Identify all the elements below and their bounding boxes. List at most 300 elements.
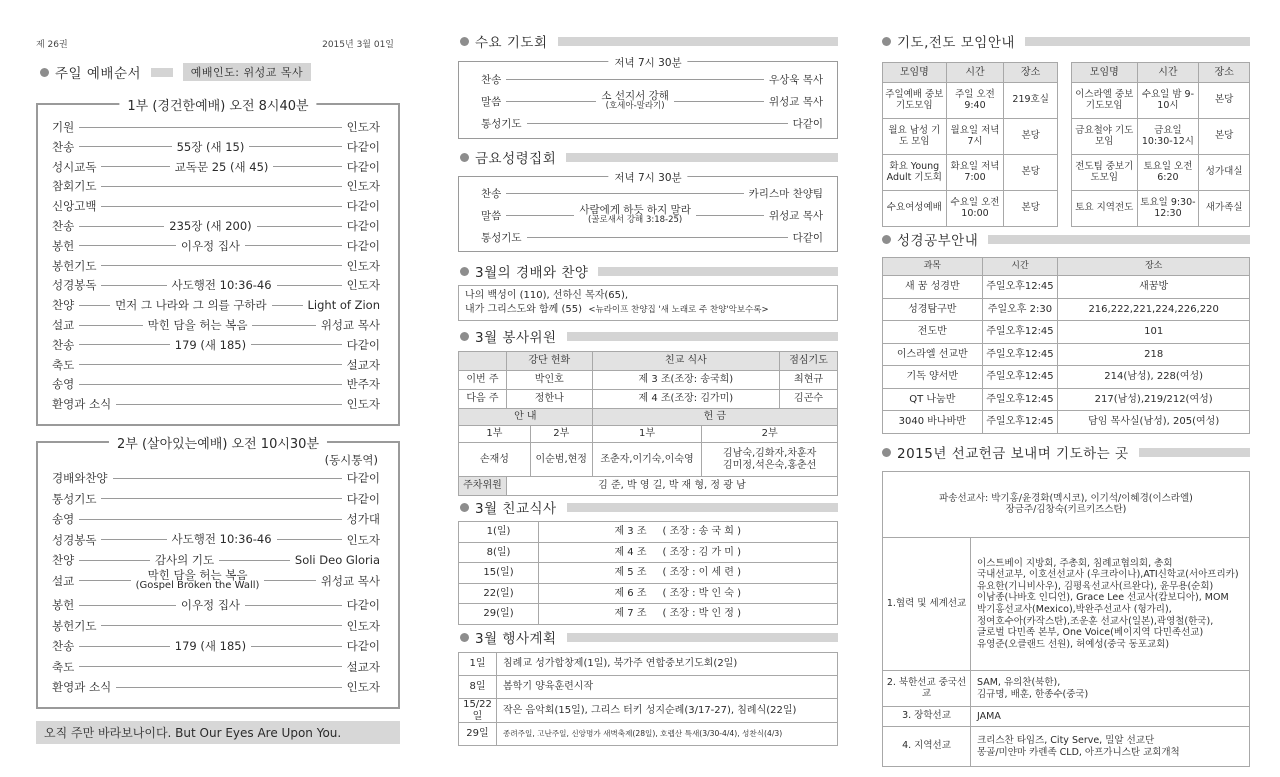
leader-line: [101, 498, 341, 499]
study-course: 새 꿈 성경반: [883, 276, 983, 299]
table-row: [1072, 83, 1250, 119]
fellowship-team: 제 4 조: [539, 542, 649, 563]
praise-heading: [460, 262, 838, 280]
motto-banner: 오직 주만 바라보나이다. But Our Eyes Are Upon You.: [36, 721, 400, 744]
leader-line: [251, 344, 342, 345]
table-row: [883, 119, 1058, 155]
sub-header: 2부: [530, 426, 592, 443]
item-label: 축도: [52, 357, 75, 372]
worship-item: [52, 177, 380, 195]
first-service-box: [36, 99, 400, 426]
bullet-dot-icon: [460, 37, 469, 46]
item-detail: 막힌 담을 허는 복음: [147, 317, 248, 332]
bulletin-date: 2015년 3월 01일: [322, 40, 394, 50]
leader-line: [272, 305, 303, 306]
item-label: 기원: [52, 120, 75, 134]
item-person: 성가대: [346, 512, 380, 526]
fellowship-date: 8(일): [459, 542, 539, 563]
worship-item: [481, 114, 823, 132]
leader-line: [101, 186, 341, 187]
guide-1: 손재성: [459, 443, 531, 477]
worship-order-title: 주일 예배순서: [55, 66, 142, 82]
prayer-cell: 최현규: [780, 371, 838, 390]
item-person: 우상욱 목사: [768, 73, 823, 86]
leader-line: [79, 344, 170, 345]
item-label: 찬송: [52, 337, 75, 352]
flower-cell: 박인호: [506, 371, 592, 390]
bible-study-table: [882, 257, 1250, 434]
table-row: [883, 343, 1250, 366]
bible-study-heading: [882, 230, 1250, 248]
item-person: 다같이: [346, 159, 381, 174]
study-place: 216,222,221,224,226,220: [1058, 298, 1250, 321]
table-row: [883, 388, 1250, 411]
item-label: 찬송: [481, 73, 502, 86]
leader-line: [257, 226, 342, 227]
prayer-header: 점심기도: [780, 352, 838, 371]
second-service-title: 2부 (살아있는예배) 오전 10시30분: [109, 433, 327, 452]
bullet-dot-icon: [460, 332, 469, 341]
fellowship-date: 22(일): [459, 583, 539, 604]
study-place: 218: [1058, 343, 1250, 366]
worship-item: [52, 336, 380, 354]
meeting-place: 219호실: [1004, 83, 1058, 119]
mission-line: 이스트베이 지방회, 주총회, 침례교협의회, 총회: [977, 557, 1173, 569]
item-person: 인도자: [346, 120, 380, 134]
item-person: 설교자: [346, 357, 380, 372]
fellowship-team: 제 3 조: [539, 522, 649, 543]
leader-line: [277, 285, 342, 286]
item-label: 송영: [52, 512, 75, 526]
leader-line: [506, 215, 574, 216]
worship-item: [52, 217, 380, 235]
study-time: 주일오후12:45: [982, 343, 1058, 366]
friday-title: 금요성령집회: [475, 151, 557, 167]
study-time: 주일오후12:45: [982, 411, 1058, 434]
fellowship-leader: ( 조장 : 박 인 정 ): [649, 604, 838, 625]
item-person: 다같이: [346, 199, 380, 214]
leader-line: [79, 127, 341, 128]
meeting-name: 주일예배 중보기도모임: [883, 83, 947, 119]
meeting-time: 금요일 10:30-12시: [1137, 119, 1199, 155]
item-detail: 55장 (새 15): [176, 139, 245, 154]
leader-line: [116, 404, 341, 405]
friday-time: 저녁 7시 30분: [608, 170, 687, 185]
meeting-time: 수요일 오전 10:00: [946, 191, 1004, 227]
item-detail: 사도행전 10:36-46: [171, 532, 272, 547]
leader-line: [79, 605, 176, 606]
event-text: 봄학기 양육훈련시작: [497, 676, 838, 699]
worship-leader: 예배인도: 위성교 목사: [183, 63, 311, 81]
item-person: 위성교 목사: [320, 573, 381, 588]
bullet-dot-icon: [40, 68, 49, 77]
sent-missionaries: 파송선교사: 박기홍/윤경화(멕시코), 이기석/이혜경(이스라엘) 장금주/김창숙(키르키즈스탄): [883, 472, 1250, 538]
service-heading: [460, 327, 838, 345]
worship-item: [52, 276, 380, 294]
wednesday-title: 수요 기도회: [475, 35, 548, 51]
table-row: [459, 563, 838, 584]
fellowship-table: [458, 521, 838, 625]
worship-item: [52, 531, 380, 549]
leader-line: [79, 146, 171, 147]
leader-line: [101, 206, 341, 207]
mission-category: 1.협력 및 세계선교: [883, 538, 971, 671]
sub-header: 2부: [702, 426, 838, 443]
study-course: 기독 양서반: [883, 366, 983, 389]
flower-cell: 정한나: [506, 390, 592, 409]
service-table: [458, 351, 838, 496]
leader-line: [79, 245, 176, 246]
worship-item: [52, 316, 380, 334]
table-row: [883, 155, 1058, 191]
item-person: Soli Deo Gloria: [294, 553, 381, 567]
mission-category: 2. 북한선교 중국선교: [883, 671, 971, 707]
table-row: [459, 542, 838, 563]
event-date: 15/22일: [459, 699, 497, 723]
table-row: [883, 411, 1250, 434]
item-detail: 막힌 담을 허는 복음 (Gospel Broken the Wall): [135, 568, 260, 592]
prayer-meetings-table-right: [1071, 62, 1250, 227]
worship-item: [52, 658, 380, 676]
item-detail: 감사의 기도: [154, 552, 215, 567]
table-row: [459, 699, 838, 723]
worship-item: [481, 70, 823, 88]
item-detail: 먼저 그 나라와 그 의를 구하라: [115, 298, 267, 313]
column-header: 모임명: [883, 63, 947, 83]
worship-item: [52, 568, 381, 592]
table-row: [459, 723, 838, 746]
item-person: 인도자: [346, 278, 380, 293]
table-row: [1072, 119, 1250, 155]
fellowship-title: 3월 친교식사: [475, 501, 557, 517]
item-person: 다같이: [346, 219, 381, 233]
mission-line: 김규명, 배훈, 한종수(중국): [977, 688, 1089, 700]
leader-line: [101, 285, 166, 286]
bullet-dot-icon: [882, 235, 891, 244]
item-person: 인도자: [346, 179, 380, 194]
column-header: 장소: [1058, 258, 1250, 276]
mission-line: 몽골/미얀마 카렌족 CLD, 아프가니스탄 교회개척: [977, 746, 1180, 758]
fellowship-team: 제 7 조: [539, 604, 649, 625]
table-row: [883, 707, 1250, 727]
leader-line: [245, 605, 342, 606]
event-date: 1일: [459, 653, 497, 676]
worship-item: [52, 118, 380, 136]
worship-item: [52, 356, 380, 374]
worship-item: [52, 637, 380, 655]
item-detail: 235장 (새 200): [169, 218, 252, 233]
fellowship-team: 제 5 조: [539, 563, 649, 584]
mission-line: 크리스찬 타임즈, City Serve, 밀알 선교단: [977, 734, 1155, 746]
item-person: 인도자: [346, 532, 380, 547]
leader-line: [101, 166, 169, 167]
leader-line: [251, 646, 342, 647]
fellowship-leader: ( 조장 : 송 국 희 ): [649, 522, 838, 543]
study-time: 주일오후12:45: [982, 366, 1058, 389]
table-row: [459, 653, 838, 676]
second-service-box: [36, 437, 400, 709]
leader-line: [79, 305, 110, 306]
study-course: QT 나눔반: [883, 388, 983, 411]
item-person: Light of Zion: [307, 298, 380, 313]
leader-line: [101, 539, 166, 540]
guide-header: 안 내: [459, 409, 593, 426]
item-label: 찬송: [52, 139, 75, 154]
mission-category: 4. 지역선교: [883, 727, 971, 767]
table-row: [883, 321, 1250, 344]
fellowship-team: 제 6 조: [539, 583, 649, 604]
events-title: 3월 행사계획: [475, 631, 557, 647]
study-place: 217(남성),219/212(여성): [1058, 388, 1250, 411]
study-time: 주일오후 2:30: [982, 298, 1058, 321]
events-heading: [460, 628, 838, 646]
leader-line: [264, 580, 315, 581]
mission-line: 정여호수아(카작스탄),조운훈 선교사(일본),곽영철(한국),: [977, 615, 1214, 627]
meeting-time: 수요일 밤 9-10시: [1137, 83, 1199, 119]
offering-2: 김남숙,김화자,차훈자 김미정,석은숙,홍춘선: [702, 443, 838, 477]
item-label: 말씀: [481, 209, 502, 222]
leader-line: [506, 101, 596, 102]
study-time: 주일오후12:45: [982, 276, 1058, 299]
study-course: 3040 바나바반: [883, 411, 983, 434]
leader-line: [116, 687, 341, 688]
item-label: 봉헌: [52, 238, 75, 253]
bullet-dot-icon: [460, 503, 469, 512]
item-person: 설교자: [346, 659, 380, 674]
meeting-place: 본당: [1004, 191, 1058, 227]
table-row: [1072, 155, 1250, 191]
worship-column: [36, 0, 400, 777]
item-label: 통성기도: [481, 117, 522, 130]
leader-line: [674, 101, 764, 102]
offering-1: 조춘자,이기숙,이숙영: [592, 443, 702, 477]
mission-line: JAMA: [977, 710, 1001, 722]
item-person: 인도자: [346, 397, 380, 412]
bullet-dot-icon: [460, 633, 469, 642]
item-label: 봉헌기도: [52, 618, 97, 633]
worship-item: [52, 551, 380, 569]
mission-list: [971, 707, 1250, 727]
fellowship-leader: ( 조장 : 이 세 련 ): [649, 563, 838, 584]
leader-line: [696, 215, 764, 216]
flower-header: 강단 헌화: [506, 352, 592, 371]
item-person: 다같이: [346, 471, 380, 485]
worship-item: [52, 257, 380, 275]
fellowship-date: 15(일): [459, 563, 539, 584]
meeting-time: 토요일 오전 6:20: [1137, 155, 1199, 191]
item-label: 경배와찬양: [52, 471, 108, 485]
item-label: 통성기도: [52, 491, 97, 506]
meeting-place: 본당: [1004, 155, 1058, 191]
table-row: [883, 366, 1250, 389]
item-label: 봉헌: [52, 598, 75, 612]
item-person: 인도자: [346, 258, 380, 273]
meeting-name: 월요 남성 기도 모임: [883, 119, 947, 155]
item-detail: 교독문 25 (새 45): [174, 159, 269, 174]
item-person: 인도자: [346, 618, 380, 633]
table-row: [883, 727, 1250, 767]
leader-line: [79, 364, 341, 365]
praise-box: [458, 285, 838, 321]
worship-item: [52, 138, 380, 156]
item-detail: 이우정 집사: [180, 597, 241, 612]
item-label: 신앙고백: [52, 199, 97, 214]
mission-line: 박기홍선교사(Mexico),박완주선교사 (헝가리),: [977, 604, 1172, 615]
leader-line: [79, 325, 142, 326]
worship-item: [481, 228, 823, 246]
worship-item: [52, 617, 380, 635]
item-label: 환영과 소식: [52, 397, 112, 412]
mission-line: SAM, 유의찬(북한),: [977, 676, 1061, 688]
item-person: 반주자: [346, 377, 380, 392]
offering-header: 헌 금: [592, 409, 837, 426]
missions-heading: [882, 443, 1250, 461]
missions-table: [882, 471, 1250, 767]
worship-item: [481, 92, 823, 110]
table-row: [459, 522, 838, 543]
praise-line-1: 나의 백성이 (110), 선하신 목자(65),: [465, 290, 629, 301]
meeting-name: 전도팀 중보기도모임: [1072, 155, 1138, 191]
study-place: 214(남성), 228(여성): [1058, 366, 1250, 389]
prayer-meetings-heading: [882, 32, 1250, 50]
friday-box: [458, 172, 838, 252]
item-label: 찬양: [52, 553, 75, 567]
meeting-time: 주일 오전 9:40: [946, 83, 1004, 119]
meeting-time: 화요일 저녁7:00: [946, 155, 1004, 191]
meal-cell: 제 3 조(조장: 송국희): [592, 371, 779, 390]
fellowship-leader: ( 조장 : 김 가 미 ): [649, 542, 838, 563]
bible-study-title: 성경공부안내: [897, 233, 979, 249]
fellowship-date: 29(일): [459, 604, 539, 625]
worship-item: [52, 395, 380, 413]
worship-item: [52, 158, 380, 176]
mission-line: 국내선교부, 이호선선교사 (우크라이나),ATI신학교(서아프리카): [977, 569, 1239, 581]
item-subtitle: (골로새서 강해 3:18-25): [587, 215, 683, 226]
event-text: 작은 음악회(15일), 그리스 터키 성지순례(3/17-27), 침례식(22일): [497, 699, 838, 723]
prayer-meetings-table-left: [882, 62, 1058, 227]
meeting-name: 화요 Young Adult 기도회: [883, 155, 947, 191]
leader-line: [527, 237, 788, 238]
prayer-meetings-title: 기도,전도 모임안내: [897, 35, 1015, 51]
table-row: [459, 371, 838, 390]
leader-line: [101, 625, 341, 626]
meal-cell: 제 4 조(조장: 김가미): [592, 390, 779, 409]
events-table: [458, 652, 838, 746]
worship-item: [52, 375, 380, 393]
item-person: 다같이: [346, 639, 380, 653]
event-date: 8일: [459, 676, 497, 699]
meeting-name: 토요 지역전도: [1072, 191, 1138, 227]
first-service-title: 1부 (경건한예배) 오전 8시40분: [119, 95, 316, 114]
study-place: 담임 목사실(남성), 205(여성): [1058, 411, 1250, 434]
table-row: [459, 390, 838, 409]
item-person: 다같이: [346, 598, 380, 612]
column-header: 시간: [982, 258, 1058, 276]
item-label: 성시교독: [52, 159, 97, 174]
study-course: 성경탐구반: [883, 298, 983, 321]
item-person: 위성교 목사: [768, 209, 823, 222]
praise-title: 3월의 경배와 찬양: [475, 265, 589, 281]
event-text: 종려주일, 고난주일, 신앙명가 새벽축제(28일), 호렙산 특새(3/30-4/4), 성찬식(4/3): [497, 723, 838, 746]
item-person: 위성교 목사: [320, 318, 381, 332]
item-person: 다같이: [346, 238, 380, 253]
leader-line: [527, 123, 788, 124]
leader-line: [506, 193, 743, 194]
leader-line: [79, 384, 341, 385]
item-label: 환영과 소식: [52, 680, 112, 694]
mission-line: 이남종(나바호 인디언), Grace Lee 선교사(캄보디아), MOM: [977, 592, 1229, 604]
bullet-dot-icon: [460, 267, 469, 276]
mission-list: [971, 538, 1250, 671]
meeting-place: 본당: [1199, 83, 1250, 119]
item-person: 다같이: [346, 139, 381, 154]
meal-header: 친교 식사: [592, 352, 779, 371]
leader-line: [277, 539, 342, 540]
column-header: 모임명: [1072, 63, 1138, 83]
column-header: 장소: [1004, 63, 1058, 83]
meeting-place: 본당: [1199, 119, 1250, 155]
sub-header: 1부: [459, 426, 531, 443]
leader-line: [273, 166, 341, 167]
table-row: [459, 604, 838, 625]
meeting-time: 월요일 저녁 7시: [946, 119, 1004, 155]
worship-item: [52, 596, 380, 614]
mission-list: [971, 727, 1250, 767]
item-label: 찬송: [481, 187, 502, 200]
leader-line: [506, 79, 764, 80]
item-detail: 179 (새 185): [174, 337, 247, 352]
item-label: 설교: [52, 573, 75, 588]
prayer-cell: 김곤수: [780, 390, 838, 409]
item-person: 카리스마 찬양팀: [748, 187, 823, 200]
event-text: 침례교 성가합창제(1일), 북가주 연합중보기도회(2일): [497, 653, 838, 676]
mission-line: 유영준(오클랜드 선원), 허예성(중국 동포교회): [977, 638, 1170, 650]
event-date: 29일: [459, 723, 497, 746]
meeting-time: 토요일 9:30-12:30: [1137, 191, 1199, 227]
item-person: 위성교 목사: [768, 95, 823, 108]
bullet-dot-icon: [882, 448, 891, 457]
item-label: 성경봉독: [52, 278, 97, 293]
meeting-place: 새가족실: [1199, 191, 1250, 227]
table-row: [883, 83, 1058, 119]
volume-number: 제 26권: [36, 40, 68, 50]
parking-label: 주차위원: [459, 477, 507, 496]
worship-item: [52, 490, 380, 508]
wednesday-box: [458, 57, 838, 139]
item-person: 다같이: [792, 117, 823, 130]
meetings-column: [458, 0, 838, 777]
column-header: 시간: [1137, 63, 1199, 83]
meeting-name: 금요철야 기도모임: [1072, 119, 1138, 155]
mission-list: [971, 671, 1250, 707]
leader-line: [252, 325, 315, 326]
item-label: 참회기도: [52, 179, 97, 194]
leader-line: [113, 478, 342, 479]
study-place: 101: [1058, 321, 1250, 344]
leader-line: [79, 646, 170, 647]
sub-header: 1부: [592, 426, 702, 443]
item-detail: 이우정 집사: [180, 238, 241, 253]
item-label: 말씀: [481, 95, 502, 108]
item-person: 다같이: [792, 231, 823, 244]
table-row: [459, 676, 838, 699]
table-row: [883, 671, 1250, 707]
interpretation-note: (동시통역): [324, 453, 378, 467]
leader-line: [79, 666, 341, 667]
guide-2: 이순범,현정: [530, 443, 592, 477]
leader-line: [219, 560, 290, 561]
table-row: [459, 583, 838, 604]
